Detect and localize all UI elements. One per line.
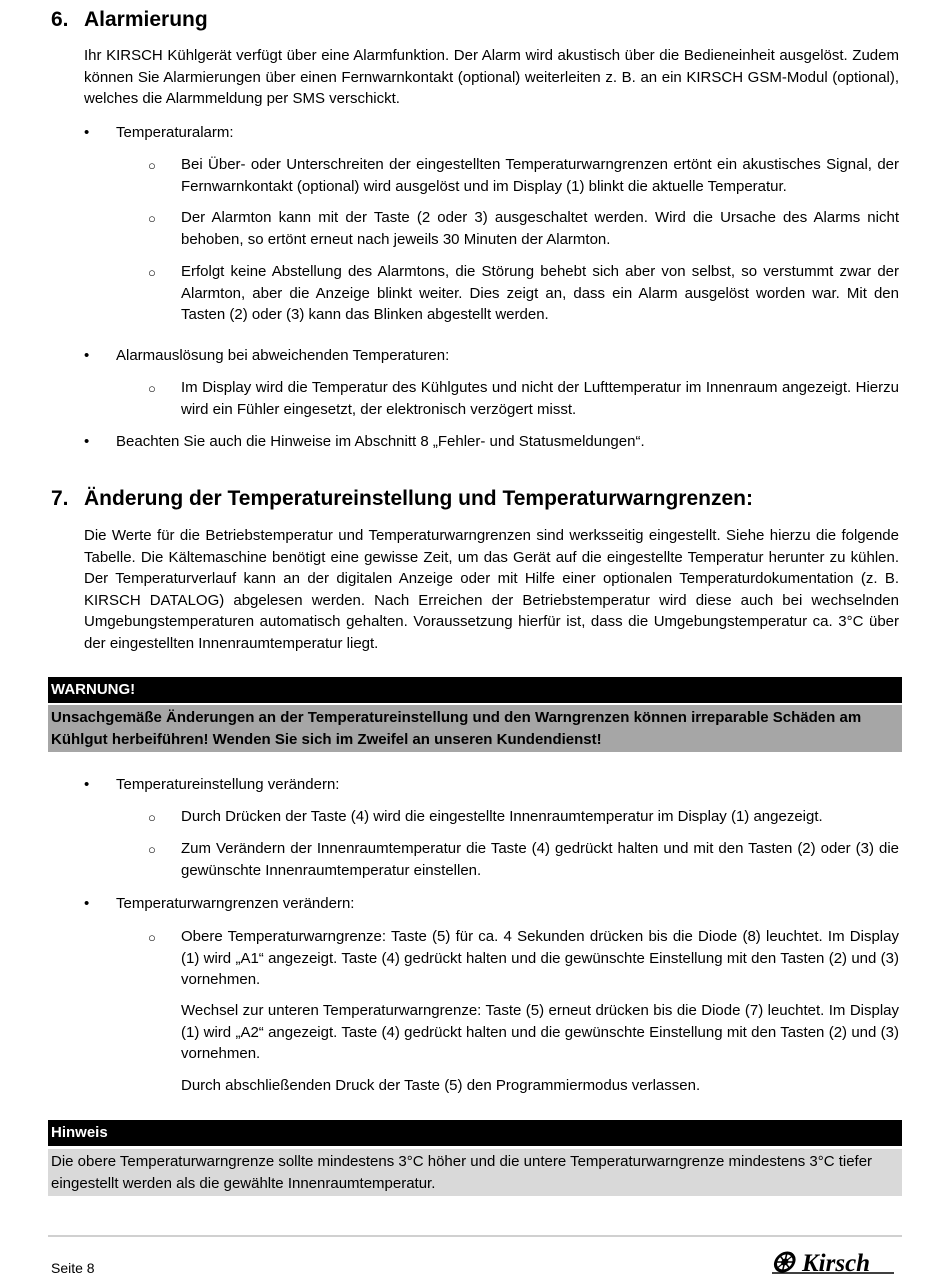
sub-item-text: Wechsel zur unteren Temperaturwarngrenze: Taste (5) erneut drücken bis die Diode (7) leuchtet. Im Display (1) wird „A2“ angezeigt. Taste (4) gedrückt halten und die gewünschte Einstellung mit den Tasten (2) und (3) vornehmen. — [181, 1002, 899, 1062]
bullet-label: Alarmauslösung bei abweichenden Temperaturen: — [116, 347, 450, 364]
bullet-label: Temperatureinstellung verändern: — [116, 776, 340, 793]
circle-bullet-icon: ○ — [148, 265, 156, 280]
sub-item-text: Der Alarmton kann mit der Taste (2 oder 3) ausgeschaltet werden. Wird die Ursache des Alarms nicht behoben, so ertönt erneut nach jeweils 30 Minuten der Alarmton. — [181, 209, 899, 248]
section-6-heading — [51, 7, 208, 33]
sub-item-text: Durch abschließenden Druck der Taste (5) den Programmiermodus verlassen. — [181, 1077, 701, 1094]
bullet-label: Temperaturalarm: — [116, 124, 234, 141]
bullet-icon: • — [84, 776, 90, 793]
bullet-label: Beachten Sie auch die Hinweise im Abschnitt 8 „Fehler- und Statusmeldungen“. — [116, 433, 645, 450]
sub-item-text: Im Display wird die Temperatur des Kühlgutes und nicht der Lufttemperatur im Innenraum angezeigt. Hierzu wird ein Fühler eingesetzt, der elektronisch verzögert misst. — [181, 379, 899, 418]
bullet-icon: • — [84, 433, 90, 450]
note-text: Die obere Temperaturwarngrenze sollte mindestens 3°C höher und die untere Temperaturwarngrenze mindestens 3°C tiefer eingestellt werden als die gewählte Innenraumtemperatur. — [48, 1149, 902, 1196]
section-6-intro: Ihr KIRSCH Kühlgerät verfügt über eine Alarmfunktion. Der Alarm wird akustisch über die Bedieneinheit ausgelöst. Zudem können Sie Alarmierungen über einen Fernwarnkontakt (optional) weiterleiten z. B. an ein KIRSCH GSM-Modul (optional), welches die Alarmmeldung per SMS verschickt. — [84, 47, 899, 107]
circle-bullet-icon: ○ — [148, 381, 156, 396]
circle-bullet-icon: ○ — [148, 211, 156, 226]
section-6-title: Alarmierung — [84, 8, 208, 31]
warning-text: Unsachgemäße Änderungen an der Temperatureinstellung und den Warngrenzen können irreparable Schäden am Kühlgut herbeiführen! Wenden Sie sich im Zweifel an unseren Kundendienst! — [48, 705, 902, 752]
section-7-title: Änderung der Temperatureinstellung und Temperaturwarngrenzen: — [84, 487, 753, 510]
sub-item-text: Zum Verändern der Innenraumtemperatur die Taste (4) gedrückt halten und mit den Tasten (2) oder (3) die gewünschte Innenraumtemperatur einstellen. — [181, 840, 899, 879]
warning-heading: WARNUNG! — [48, 677, 902, 703]
kirsch-logo-icon — [770, 1249, 896, 1275]
section-7-heading — [51, 486, 753, 512]
bullet-icon: • — [84, 895, 90, 912]
page-number: Seite 8 — [51, 1260, 95, 1276]
section-7-intro: Die Werte für die Betriebstemperatur und Temperaturwarngrenzen sind werksseitig eingestellt. Siehe hierzu die folgende Tabelle. Die Kältemaschine benötigt eine gewisse Zeit, um das Gerät auf die eingestellte Temperatur herunter zu kühlen. Der Temperaturverlauf kann an der digitalen Anzeige oder mit Hilfe einer optionalen Temperaturdokumentation (z. B. KIRSCH DATALOG) abgelesen werden. Nach Erreichen der Betriebstemperatur wird diese auch bei wechselnden Umgebungstemperaturen automatisch gehalten. Voraussetzung hierfür ist, dass die Umgebungstemperatur ca. 3°C über der eingestellten Innenraumtemperatur liegt. — [84, 527, 899, 652]
circle-bullet-icon: ○ — [148, 158, 156, 173]
circle-bullet-icon: ○ — [148, 930, 156, 945]
sub-item-text: Erfolgt keine Abstellung des Alarmtons, die Störung behebt sich aber von selbst, so verstummt zwar der Alarmton, aber die Anzeige blinkt weiter. Dies zeigt an, dass ein Alarm ausgelöst worden war. Mit den Tasten (2) oder (3) kann das Blinken abgestellt werden. — [181, 263, 899, 323]
sub-item-text: Bei Über- oder Unterschreiten der eingestellten Temperaturwarngrenzen ertönt ein akustisches Signal, der Fernwarnkontakt (optional) wird ausgelöst und im Display (1) blinkt die aktuelle Temperatur. — [181, 156, 899, 195]
footer-divider — [48, 1235, 902, 1237]
note-heading: Hinweis — [48, 1120, 902, 1146]
bullet-label: Temperaturwarngrenzen verändern: — [116, 895, 355, 912]
kirsch-logo — [770, 1249, 896, 1275]
section-6-number: 6. — [51, 8, 69, 31]
sub-item-text: Obere Temperaturwarngrenze: Taste (5) für ca. 4 Sekunden drücken bis die Diode (8) leuchtet. Im Display (1) wird „A1“ angezeigt. Taste (4) gedrückt halten und die gewünschte Einstellung mit den Tasten (2) und (3) vornehmen. — [181, 928, 899, 988]
sub-item-text: Durch Drücken der Taste (4) wird die eingestellte Innenraumtemperatur im Display (1) angezeigt. — [181, 808, 823, 825]
logo-text: Kirsch — [802, 1250, 871, 1275]
circle-bullet-icon: ○ — [148, 810, 156, 825]
section-7-number: 7. — [51, 487, 69, 510]
circle-bullet-icon: ○ — [148, 842, 156, 857]
bullet-icon: • — [84, 347, 90, 364]
bullet-icon: • — [84, 124, 90, 141]
